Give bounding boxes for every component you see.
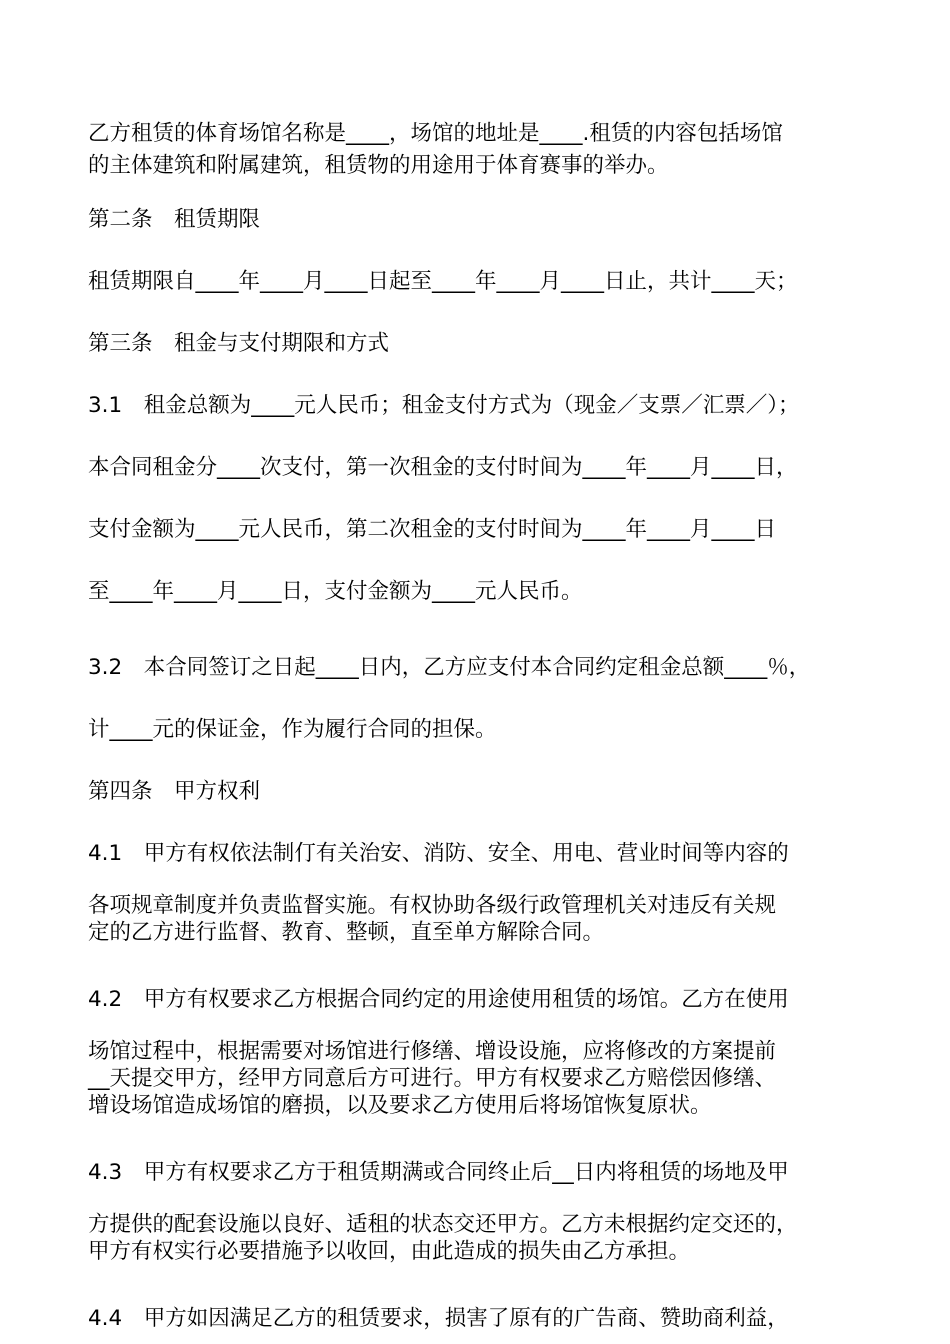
document-page [88, 118, 888, 1335]
text-line: 的主体建筑和附属建筑，租赁物的用途用于体育赛事的举办。 [88, 153, 669, 178]
text-line: 4.2 甲方有权要求乙方根据合同约定的用途使用租赁的场馆。乙方在使用 [88, 987, 789, 1012]
text-line: __天提交甲方，经甲方同意后方可进行。甲方有权要求乙方赔偿因修缮、 [88, 1066, 777, 1091]
section-heading: 第二条 租赁期限 [88, 207, 261, 232]
text-line: 3.2 本合同签订之日起____日内，乙方应支付本合同约定租金总额____％， [88, 655, 811, 680]
text-line: 各项规章制度并负责监督实施。有权协助各级行政管理机关对违反有关规 [88, 893, 777, 918]
text-line: 4.3 甲方有权要求乙方于租赁期满或合同终止后__日内将租赁的场地及甲 [88, 1160, 789, 1185]
text-line: 定的乙方进行监督、教育、整顿，直至单方解除合同。 [88, 920, 605, 945]
text-line: 本合同租金分____次支付，第一次租金的支付时间为____年____月____日， [88, 455, 798, 480]
text-line: 支付金额为____元人民币，第二次租金的支付时间为____年____月____日 [88, 517, 777, 542]
text-line: 4.1 甲方有权依法制仃有关治安、消防、安全、用电、营业时间等内容的 [88, 841, 789, 866]
text-line: 增设场馆造成场馆的磨损，以及要求乙方使用后将场馆恢复原状。 [88, 1093, 712, 1118]
text-line: 至____年____月____日，支付金额为____元人民币。 [88, 579, 583, 604]
text-line: 乙方租赁的体育场馆名称是____，场馆的地址是____.租赁的内容包括场馆 [88, 121, 783, 146]
section-heading: 第三条 租金与支付期限和方式 [88, 331, 390, 356]
text-line: 甲方有权实行必要措施予以收回，由此造成的损失由乙方承担。 [88, 1239, 691, 1264]
text-line: 计____元的保证金，作为履行合同的担保。 [88, 717, 497, 742]
text-line: 3.1 租金总额为____元人民币；租金支付方式为（现金／支票／汇票／）； [88, 393, 800, 418]
section-heading: 第四条 甲方权利 [88, 779, 261, 804]
text-line: 租赁期限自____年____月____日起至____年____月____日止，共计____天； [88, 269, 798, 294]
text-line: 场馆过程中，根据需要对场馆进行修缮、增设设施，应将修改的方案提前 [88, 1039, 777, 1064]
text-line: 方提供的配套设施以良好、适租的状态交还甲方。乙方未根据约定交还的， [88, 1212, 798, 1237]
text-line: 4.4 甲方如因满足乙方的租赁要求，损害了原有的广告商、赞助商利益， [88, 1306, 789, 1331]
